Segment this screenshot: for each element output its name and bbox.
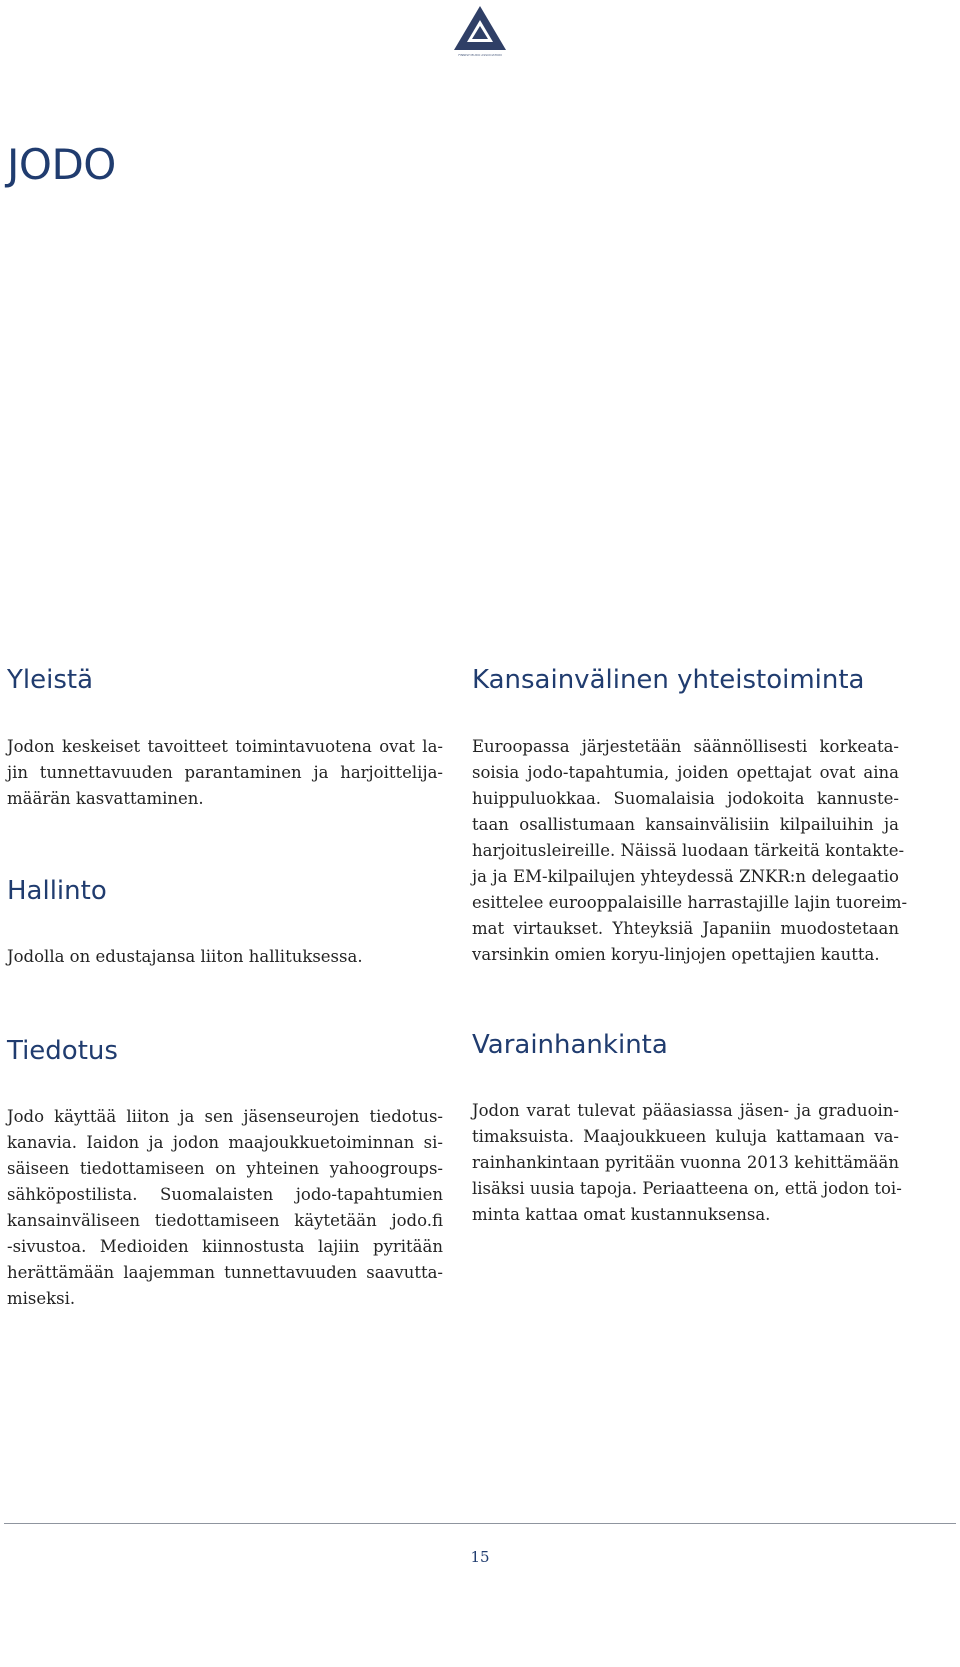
text-line: herättämään laajemman tunnettavuuden saavutta-: [7, 1263, 443, 1282]
page-title: JODO: [7, 140, 116, 189]
logo-caption: FINNISH BUDO ASSOCIATION: [458, 53, 502, 57]
paragraph-kansainvalinen: [472, 734, 908, 968]
text-line: ja ja EM-kilpailujen yhteydessä ZNKR:n delegaatio: [472, 867, 899, 886]
text-line: -sivustoa. Medioiden kiinnostusta lajiin pyritään: [7, 1237, 443, 1256]
text-line: kansainväliseen tiedottamiseen käytetään jodo.fi: [7, 1211, 443, 1230]
text-line: sähköpostilista. Suomalaisten jodo-tapahtumien: [7, 1185, 443, 1204]
text-line: Euroopassa järjestetään säännöllisesti korkeata-: [472, 737, 899, 756]
section-heading-hallinto: Hallinto: [7, 876, 107, 906]
section-heading-tiedotus: Tiedotus: [7, 1036, 118, 1066]
section-heading-varainhankinta: Varainhankinta: [472, 1030, 668, 1060]
paragraph-yleista: [7, 734, 443, 812]
section-heading-yleista: Yleistä: [7, 665, 93, 695]
footer-divider: [4, 1523, 956, 1524]
text-line: miseksi.: [7, 1289, 76, 1308]
text-line: kanavia. Iaidon ja jodon maajoukkuetoiminnan si-: [7, 1133, 443, 1152]
text-line: esittelee eurooppalaisille harrastajille lajin tuoreim-: [472, 893, 908, 912]
text-line: säiseen tiedottamiseen on yhteinen yahoogroups-: [7, 1159, 443, 1178]
text-line: Jodolla on edustajansa liiton hallituksessa.: [7, 947, 363, 966]
text-line: timaksuista. Maajoukkueen kuluja kattamaan va-: [472, 1127, 899, 1146]
text-line: määrän kasvattaminen.: [7, 789, 204, 808]
text-line: harjoitusleireille. Näissä luodaan tärkeitä kontakte-: [472, 841, 905, 860]
paragraph-varainhankinta: [472, 1098, 902, 1228]
text-line: jin tunnettavuuden parantaminen ja harjoittelija-: [7, 763, 443, 782]
paragraph-tiedotus: [7, 1104, 443, 1312]
text-line: taan osallistumaan kansainvälisiin kilpailuihin ja: [472, 815, 899, 834]
text-line: Jodon varat tulevat pääasiassa jäsen- ja graduoin-: [472, 1101, 899, 1120]
text-line: lisäksi uusia tapoja. Periaatteena on, että jodon toi-: [472, 1179, 902, 1198]
text-line: varsinkin omien koryu-linjojen opettajien kautta.: [472, 945, 880, 964]
text-line: mat virtaukset. Yhteyksiä Japaniin muodostetaan: [472, 919, 899, 938]
text-line: Jodo käyttää liiton ja sen jäsenseurojen tiedotus-: [7, 1107, 443, 1126]
section-heading-kansainvalinen: Kansainvälinen yhteistoiminta: [472, 665, 865, 695]
triangle-logo-icon: [450, 4, 510, 54]
text-line: Jodon keskeiset tavoitteet toimintavuotena ovat la-: [7, 737, 443, 756]
paragraph-hallinto: [7, 944, 443, 970]
text-line: minta kattaa omat kustannuksensa.: [472, 1205, 771, 1224]
text-line: huippuluokkaa. Suomalaisia jodokoita kannuste-: [472, 789, 899, 808]
page-number: 15: [470, 1548, 490, 1566]
text-line: soisia jodo-tapahtumia, joiden opettajat ovat aina: [472, 763, 899, 782]
text-line: rainhankintaan pyritään vuonna 2013 kehittämään: [472, 1153, 899, 1172]
association-logo: [450, 4, 510, 58]
